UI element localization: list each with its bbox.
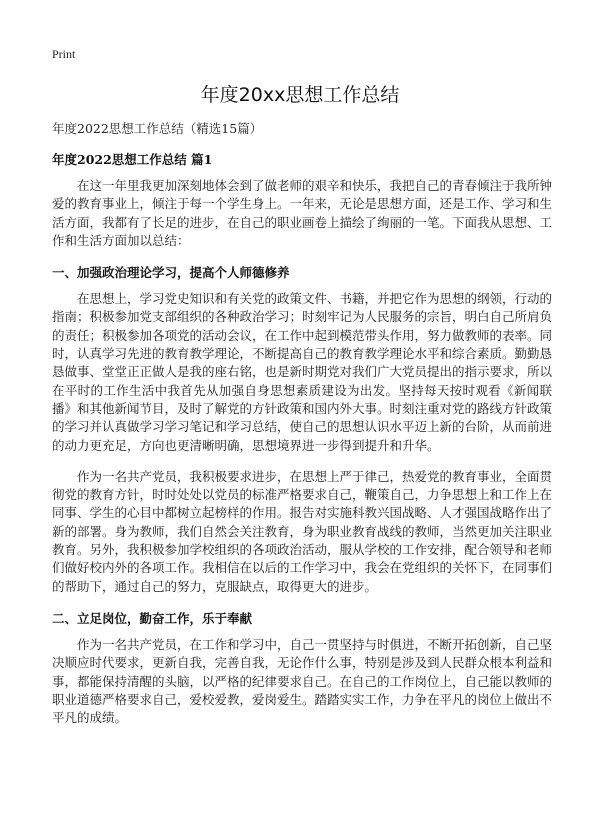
article-heading: 年度2022思想工作总结 篇1 <box>52 152 213 167</box>
paragraph-intro: 在这一年里我更加深刻地体会到了做老师的艰辛和快乐，我把自己的青春倾注于我所钟爱的教育事业上，倾注于每一个学生身上。一年来，无论是思想方面，还是工作、学习和生活方面，我都有了长足的进步，在自己的职业画卷上描绘了绚丽的一笔。下面我从思想、工作和生活方面加以总结： <box>52 178 553 248</box>
section-heading-1: 一、加强政治理论学习，提高个人师德修养 <box>52 265 290 281</box>
paragraph-thought: 在思想上，学习党史知识和有关党的政策文件、书籍，并把它作为思想的纲领，行动的指南；积极参加党支部组织的各种政治学习；时刻牢记为人民服务的宗旨，明白自己所肩负的责任；积极参加各项党的活动会议，在工作中起到模范带头作用，努力做教师的表率。同时，认真学习先进的教育教学理论，不断提高自己的教育教学理论水平和综合素质。勤勤恳恳做事、堂堂正正做人是我的座右铭，也是新时期党对我们广大党员提出的指示要求，所以在平时的工作生活中我首先从加强自身思想素质建设为出发。坚持每天按时观看《新闻联播》和其他新闻节目，及时了解党的方针政策和国内外大事。时刻注重对党的路线方针政策的学习并认真做学习学习笔记和学习总结，使自己的思想认识水平迈上新的台阶，从而前进的动力更充足，方向也更清晰明确，思想境界进一步得到提升和升华。 <box>52 291 553 453</box>
article-body <box>52 150 552 740</box>
paragraph-party-member: 作为一名共产党员，我积极要求进步，在思想上严于律己，热爱党的教育事业，全面贯彻党的教育方针，时时处处以党员的标准严格要求自己，鞭策自己，力争思想上和工作上在同事、学生的心目中都树立起榜样的作用。报告对实施科教兴国战略、人才强国战略作出了新的部署。身为教师，我们自然会关注教育，身为职业教育战线的教师，当然更加关注职业教育。另外，我积极参加学校组织的各项政治活动，服从学校的工作安排，配合领导和老师们做好校内外的各项工作。我相信在以后的工作学习中，我会在党组织的关怀下，在同事们的帮助下，通过自己的努力，克服缺点，取得更大的进步。 <box>52 468 553 594</box>
page-title: 年度20xx思想工作总结 <box>200 84 400 106</box>
article-subtitle: 年度2022思想工作总结（精选15篇） <box>52 121 263 136</box>
section-heading-2: 二、立足岗位，勤奋工作，乐于奉献 <box>52 610 253 626</box>
print-link[interactable]: Print <box>52 47 76 61</box>
paragraph-work: 作为一名共产党员，在工作和学习中，自己一贯坚持与时俱进，不断开拓创新，自己坚决顺应时代要求，更新自我，完善自我，无论作什么事，特别是涉及到人民群众根本利益和事，都能保持清醒的头脑，以严格的纪律要求自己。在自己的工作岗位上，自己能以教师的职业道德严格要求自己，爱校爱教，爱岗爱生。踏踏实实工作，力争在平凡的岗位上做出不平凡的成绩。 <box>52 636 553 726</box>
